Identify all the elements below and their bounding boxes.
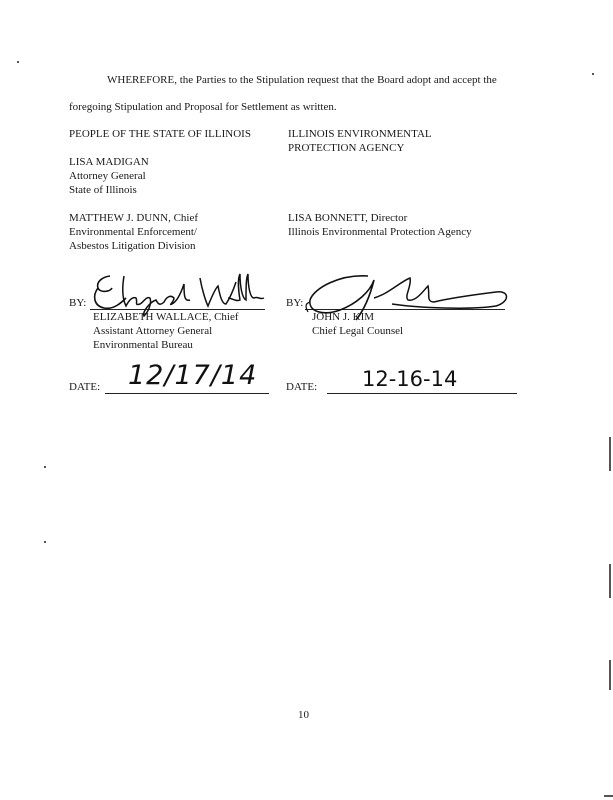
stipulation-paragraph-line-2: foregoing Stipulation and Proposal for Settlement as written.: [69, 101, 337, 113]
left-date-line: [105, 393, 269, 394]
right-signer-title: Chief Legal Counsel: [312, 325, 404, 337]
division-line-1: Environmental Enforcement/: [69, 226, 197, 238]
state-of-illinois-label: State of Illinois: [69, 184, 137, 196]
left-by-label: BY:: [69, 297, 87, 309]
division-chief-name: MATTHEW J. DUNN, Chief: [69, 212, 199, 224]
scan-speck: [17, 61, 19, 63]
stipulation-paragraph-line-1: WHEREFORE, the Parties to the Stipulation request that the Board adopt and accept the: [107, 74, 497, 86]
iepa-header-line-1: ILLINOIS ENVIRONMENTAL: [288, 128, 432, 140]
iepa-agency-name: Illinois Environmental Protection Agency: [288, 226, 472, 238]
left-signer-title-2: Environmental Bureau: [93, 339, 193, 351]
scan-edge-mark: [604, 795, 613, 797]
people-header: PEOPLE OF THE STATE OF ILLINOIS: [69, 128, 251, 140]
scan-speck: [44, 466, 46, 468]
scan-edge-mark: [609, 437, 611, 471]
scan-edge-mark: [609, 660, 611, 690]
left-date-handwritten: 12/17/14: [128, 360, 258, 391]
attorney-general-name: LISA MADIGAN: [69, 156, 149, 168]
right-date-handwritten: 12-16-14: [362, 367, 458, 391]
iepa-director-name: LISA BONNETT, Director: [288, 212, 408, 224]
right-signer-name: JOHN J. KIM: [312, 311, 375, 323]
attorney-general-title: Attorney General: [69, 170, 146, 182]
right-date-line: [327, 393, 517, 394]
scan-edge-mark: [609, 564, 611, 598]
scan-speck: [592, 73, 594, 75]
right-date-label: DATE:: [286, 381, 318, 393]
division-line-2: Asbestos Litigation Division: [69, 240, 196, 252]
page-number: 10: [298, 709, 309, 721]
right-by-label: BY:: [286, 297, 304, 309]
iepa-header-line-2: PROTECTION AGENCY: [288, 142, 405, 154]
left-date-label: DATE:: [69, 381, 101, 393]
left-signer-name: ELIZABETH WALLACE, Chief: [93, 311, 239, 323]
scan-speck: [44, 541, 46, 543]
left-signer-title-1: Assistant Attorney General: [93, 325, 213, 337]
